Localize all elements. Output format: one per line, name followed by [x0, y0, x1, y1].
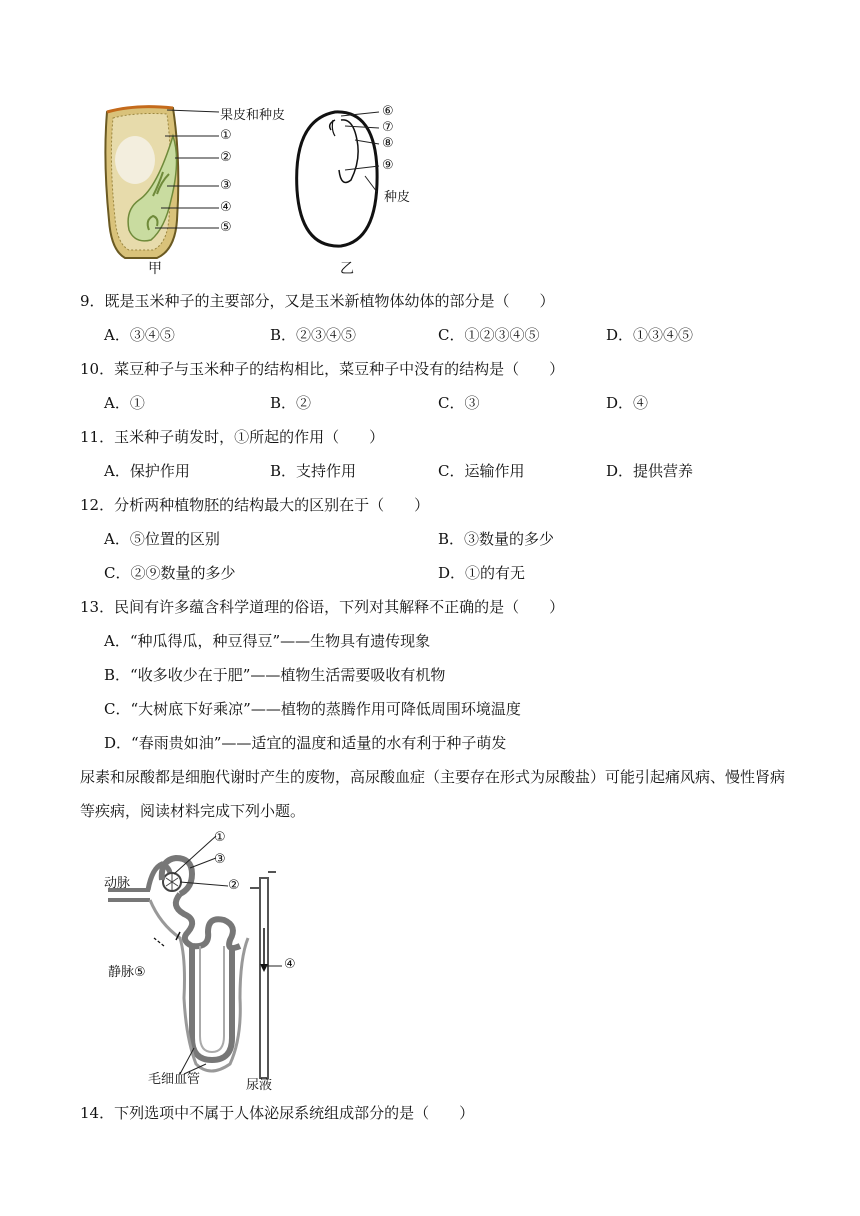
label-n5: ⑤: [220, 220, 232, 235]
question-11-option-a[interactable]: A．保护作用: [104, 462, 190, 480]
question-9-option-a[interactable]: A．③④⑤: [104, 326, 175, 344]
question-10-option-a[interactable]: A．①: [104, 394, 145, 412]
kidney-label-n4: ④: [284, 957, 296, 972]
question-11-stem: 11．玉米种子萌发时，①所起的作用（ ）: [80, 428, 385, 446]
question-13-option-c[interactable]: C．“大树底下好乘凉”——植物的蒸腾作用可降低周围环境温度: [104, 700, 521, 718]
question-10-stem: 10．菜豆种子与玉米种子的结构相比，菜豆种子中没有的结构是（ ）: [80, 360, 565, 378]
kidney-label-n3: ③: [214, 852, 226, 867]
label-pericarp-seed-coat: 果皮和种皮: [220, 108, 286, 123]
question-13-stem: 13．民间有许多蕴含科学道理的俗语，下列对其解释不正确的是（ ）: [80, 598, 565, 616]
question-10-option-b[interactable]: B．②: [270, 394, 312, 412]
question-13-option-b[interactable]: B．“收多收少在于肥”——植物生活需要吸收有机物: [104, 666, 446, 684]
label-n6: ⑥: [382, 104, 394, 119]
question-12-option-a[interactable]: A．⑤位置的区别: [104, 530, 220, 548]
question-14-stem: 14．下列选项中不属于人体泌尿系统组成部分的是（ ）: [80, 1104, 475, 1122]
label-n8: ⑧: [382, 136, 394, 151]
question-10-option-d[interactable]: D．④: [606, 394, 649, 412]
kidney-label-n2: ②: [228, 878, 240, 893]
question-12-option-b[interactable]: B．③数量的多少: [438, 530, 555, 548]
label-n1: ①: [220, 128, 232, 143]
question-9-option-b[interactable]: B．②③④⑤: [270, 326, 357, 344]
caption-jia: 甲: [148, 261, 162, 277]
question-12-stem: 12．分析两种植物胚的结构最大的区别在于（ ）: [80, 496, 430, 514]
question-11-option-d[interactable]: D．提供营养: [606, 462, 694, 480]
question-9-stem: 9．既是玉米种子的主要部分，又是玉米新植物体幼体的部分是（ ）: [80, 292, 555, 310]
kidney-label-artery: 动脉: [104, 876, 131, 891]
kidney-label-capillary: 毛细血管: [148, 1072, 201, 1087]
question-13-option-a[interactable]: A．“种瓜得瓜，种豆得豆”——生物具有遗传现象: [104, 632, 431, 650]
label-n3: ③: [220, 178, 232, 193]
caption-yi: 乙: [340, 261, 354, 277]
question-11-option-c[interactable]: C．运输作用: [438, 462, 525, 480]
question-12-option-d[interactable]: D．①的有无: [438, 564, 526, 582]
question-9-option-d[interactable]: D．①③④⑤: [606, 326, 694, 344]
label-n2: ②: [220, 150, 232, 165]
question-10-option-c[interactable]: C．③: [438, 394, 480, 412]
question-9-option-c[interactable]: C．①②③④⑤: [438, 326, 540, 344]
kidney-label-urine: 尿液: [246, 1078, 273, 1093]
material-paragraph: 尿素和尿酸都是细胞代谢时产生的废物，高尿酸血症（主要存在形式为尿酸盐）可能引起痛风病、慢性肾病等疾病，阅读材料完成下列小题。: [80, 768, 786, 820]
question-11-option-b[interactable]: B．支持作用: [270, 462, 357, 480]
label-seed-coat: 种皮: [384, 190, 411, 205]
label-n4: ④: [220, 200, 232, 215]
label-n7: ⑦: [382, 120, 394, 135]
question-13-option-d[interactable]: D．“春雨贵如油”——适宜的温度和适量的水有利于种子萌发: [104, 734, 507, 752]
question-12-option-c[interactable]: C．②⑨数量的多少: [104, 564, 236, 582]
kidney-label-n1: ①: [214, 830, 226, 845]
kidney-label-vein: 静脉⑤: [108, 965, 146, 980]
label-n9: ⑨: [382, 158, 394, 173]
